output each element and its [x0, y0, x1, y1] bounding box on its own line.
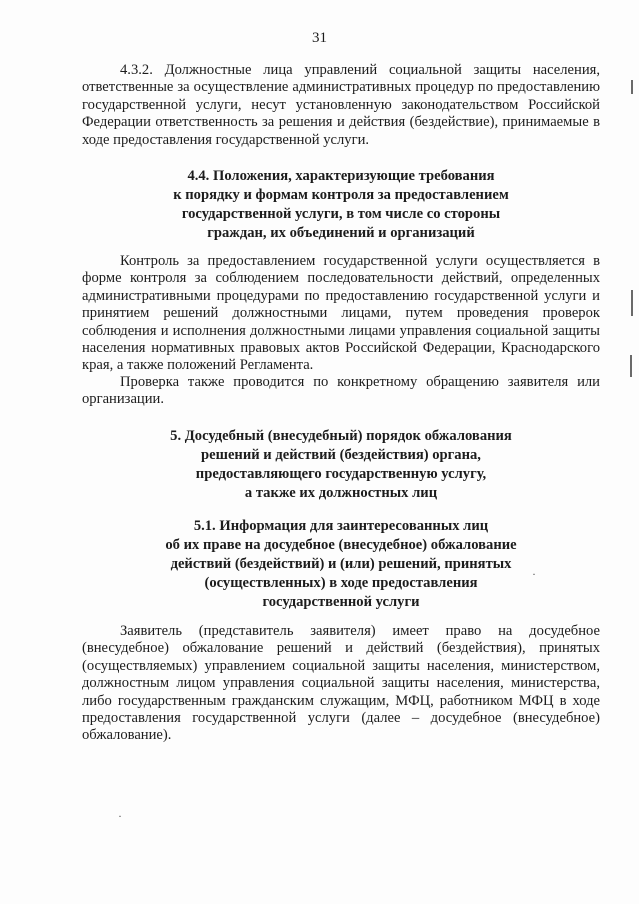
- section-heading-5: 5. Досудебный (внесудебный) порядок обжалования решений и действий (бездействия) органа, предоставляющего государственную услугу, а также их должностных лиц: [170, 428, 512, 501]
- section-heading-4-4: 4.4. Положения, характеризующие требования к порядку и формам контроля за предоставлением государственной услуги, в том числе со стороны граждан, их объединений и организаций: [173, 168, 509, 241]
- paragraph-control: Контроль за предоставлением государственной услуги осуществляется в форме контроля за соблюдением последовательности действий, определенных административными процедурами по предоставлению государственной услуги и принятием решений должностными лицами, путем проведения проверок соблюдения и исполнения должностными лицами управления социальной защиты населения нормативных правовых актов Российской Федерации, Краснодарского края, а также положений Регламента.: [82, 253, 600, 374]
- paragraph-4-3-2: 4.3.2. Должностные лица управлений социальной защиты населения, ответственные за осуществление административных процедур по предоставлению государственной услуги, несут установленную законодательством Российской Федерации ответственность за решения и действия (бездействие), принимаемые в ходе предоставления государственной услуги.: [82, 62, 600, 148]
- scan-edge-line: [631, 290, 633, 316]
- paragraph-applicant: Заявитель (представитель заявителя) имеет право на досудебное (внесудебное) обжалование решений и действий (бездействия), принятых (осуществляемых) управлением социальной защиты населения, министерством, должностным лицом управления социальной защиты населения, министерства, либо государственным гражданским служащим, МФЦ, работником МФЦ в ходе предоставления государственной услуги (далее – досудебное (внесудебное) обжалование).: [82, 623, 600, 744]
- scan-speck: ·: [118, 809, 122, 823]
- section-heading-5-1: 5.1. Информация для заинтересованных лиц об их праве на досудебное (внесудебное) обжалование действий (бездействий) и (или) решений, принятых (осуществленных) в ходе предоставления государственной услуги: [165, 518, 517, 610]
- scan-edge-line: [631, 80, 633, 94]
- page-number: 31: [312, 30, 327, 46]
- paragraph-check: Проверка также проводится по конкретному обращению заявителя или организации.: [82, 374, 600, 408]
- scan-edge-line: [630, 355, 632, 377]
- scan-speck: ·: [532, 567, 536, 581]
